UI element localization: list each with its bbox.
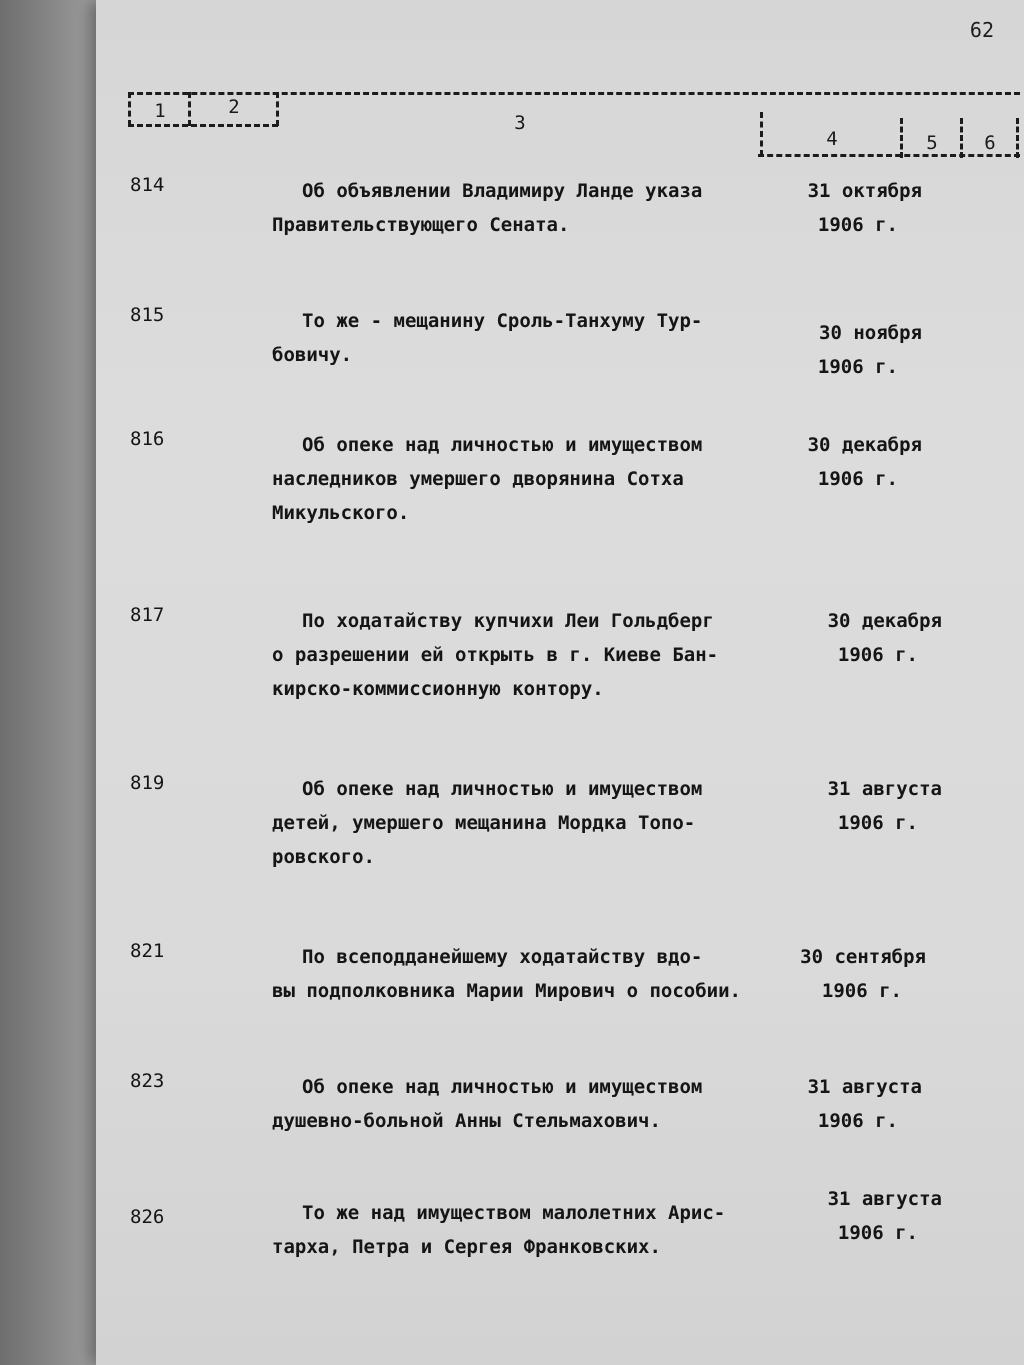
date-year: 1906 г.	[817, 1110, 898, 1132]
header-divider-6	[1016, 118, 1019, 158]
book-spine-shadow	[0, 0, 110, 1365]
date-year: 1906 г.	[817, 214, 898, 236]
date-day-month: 30 декабря	[807, 434, 922, 456]
record-number: 817	[130, 604, 165, 626]
header-col-3: 3	[514, 112, 526, 134]
date-year: 1906 г.	[817, 468, 898, 490]
date-day-month: 31 октября	[807, 180, 922, 202]
description-line: вы подполковника Марии Мирович о пособии.	[272, 980, 741, 1002]
description-line: Об объявлении Владимиру Ланде указа	[302, 180, 703, 202]
record-number: 815	[130, 304, 165, 326]
record-date	[772, 1070, 922, 1138]
record-number: 823	[130, 1070, 165, 1092]
record-number: 816	[130, 428, 165, 450]
record-date	[772, 174, 922, 242]
date-day-month: 31 августа	[807, 1076, 922, 1098]
description-line: По ходатайству купчихи Леи Гольдберг	[302, 610, 714, 632]
date-year: 1906 г.	[837, 644, 918, 666]
header-divider-3	[760, 112, 763, 156]
page-number: 62	[969, 18, 994, 42]
record-description	[272, 304, 772, 372]
record-number: 814	[130, 174, 165, 196]
date-year: 1906 г.	[817, 356, 898, 378]
description-line: То же над имуществом малолетних Арис-	[302, 1202, 726, 1224]
record-date	[772, 428, 922, 496]
table-header	[128, 88, 1020, 160]
date-day-month: 30 декабря	[827, 610, 942, 632]
record-description	[272, 1196, 772, 1264]
description-line: Об опеке над личностью и имуществом	[302, 778, 703, 800]
date-day-month: 30 сентября	[800, 946, 926, 968]
description-line: кирско-коммиссионную контору.	[272, 678, 604, 700]
record-description	[272, 604, 772, 706]
document-page	[96, 0, 1024, 1365]
description-line: детей, умершего мещанина Мордка Топо-	[272, 812, 696, 834]
record-description	[272, 428, 772, 530]
record-description	[272, 940, 812, 1008]
header-left-bottom-rule	[128, 124, 278, 127]
description-line: ровского.	[272, 846, 375, 868]
description-line: Об опеке над личностью и имуществом	[302, 434, 703, 456]
record-description	[272, 174, 772, 242]
header-divider-1	[188, 92, 191, 126]
header-divider-4	[900, 118, 903, 158]
record-date	[792, 772, 942, 840]
date-day-month: 31 августа	[827, 1188, 942, 1210]
header-top-rule	[128, 92, 1020, 95]
record-date	[786, 940, 926, 1008]
description-line: То же - мещанину Сроль-Танхуму Тур-	[302, 310, 703, 332]
date-year: 1906 г.	[821, 980, 902, 1002]
date-year: 1906 г.	[837, 1222, 918, 1244]
description-line: душевно-больной Анны Стельмахович.	[272, 1110, 661, 1132]
header-col-6: 6	[984, 132, 996, 154]
record-description	[272, 1070, 772, 1138]
header-col-4: 4	[826, 128, 838, 150]
record-number: 819	[130, 772, 165, 794]
header-divider-5	[960, 118, 963, 158]
record-date	[772, 316, 922, 384]
description-line: По всеподданейшему ходатайству вдо-	[302, 946, 703, 968]
header-divider-0	[128, 92, 131, 126]
date-day-month: 31 августа	[827, 778, 942, 800]
description-line: бовичу.	[272, 344, 353, 366]
record-date	[792, 1182, 942, 1250]
description-line: Правительствующего Сената.	[272, 214, 570, 236]
description-line: Микульского.	[272, 502, 410, 524]
header-col-5: 5	[926, 132, 938, 154]
header-col-1: 1	[154, 100, 166, 122]
record-number: 826	[130, 1206, 165, 1228]
header-divider-2	[276, 92, 279, 126]
header-right-bottom-rule	[758, 154, 1020, 157]
description-line: Об опеке над личностью и имуществом	[302, 1076, 703, 1098]
description-line: тарха, Петра и Сергея Франковских.	[272, 1236, 661, 1258]
date-year: 1906 г.	[837, 812, 918, 834]
date-day-month: 30 ноября	[819, 322, 922, 344]
description-line: наследников умершего дворянина Сотха	[272, 468, 684, 490]
description-line: о разрешении ей открыть в г. Киеве Бан-	[272, 644, 719, 666]
record-date	[792, 604, 942, 672]
record-description	[272, 772, 772, 874]
record-number: 821	[130, 940, 165, 962]
header-col-2: 2	[228, 96, 240, 118]
